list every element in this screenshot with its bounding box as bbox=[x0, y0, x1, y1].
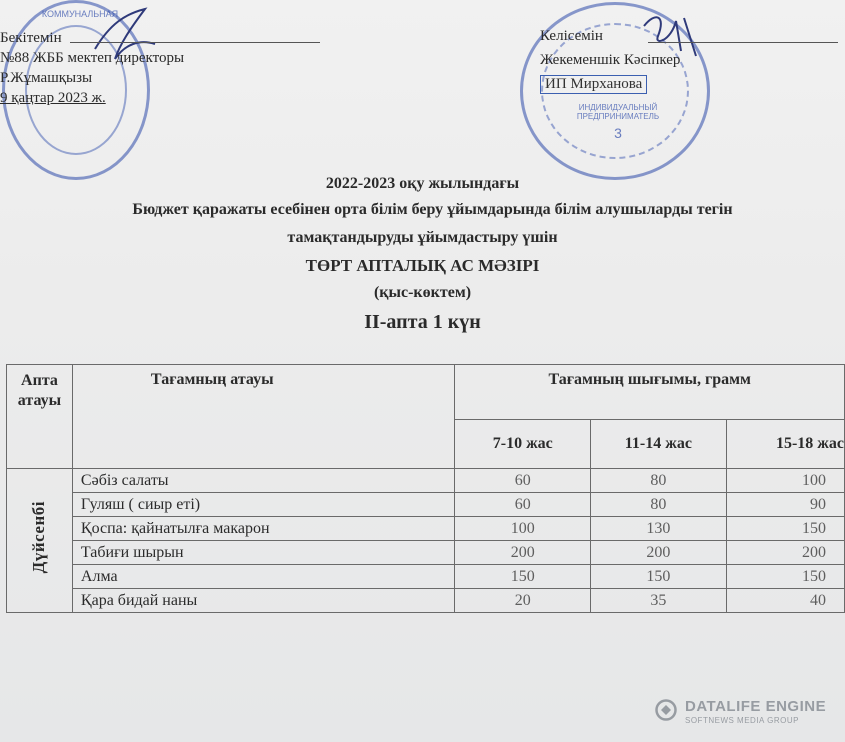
dish-name: Гуляш ( сиыр еті) bbox=[72, 493, 455, 517]
header-age-7-10: 7-10 жас bbox=[455, 420, 591, 469]
menu-table bbox=[6, 364, 845, 613]
table-row bbox=[7, 469, 845, 493]
watermark-subtitle: SOFTNEWS MEDIA GROUP bbox=[685, 716, 800, 725]
dish-name: Қара бидай наны bbox=[72, 589, 455, 613]
table-row bbox=[7, 517, 845, 541]
yield-15-18: 100 bbox=[726, 469, 844, 493]
agreement-position-row bbox=[540, 48, 680, 72]
yield-11-14: 130 bbox=[591, 517, 727, 541]
yield-11-14: 80 bbox=[591, 469, 727, 493]
table-row bbox=[7, 589, 845, 613]
yield-11-14: 80 bbox=[591, 493, 727, 517]
dish-name: Сәбіз салаты bbox=[72, 469, 455, 493]
day-label: Дүйсенбі bbox=[29, 500, 49, 574]
entrepreneur-seal-text: ИНДИВИДУАЛЬНЫЙ ПРЕДПРИНИМАТЕЛЬ bbox=[576, 103, 660, 121]
yield-15-18: 200 bbox=[726, 541, 844, 565]
approval-block bbox=[0, 28, 184, 108]
title-week-day: ІІ-апта 1 күн bbox=[364, 311, 481, 333]
title-purpose-1: Бюджет қаражаты есебінен орта білім беру ұйымдарында білім алушыларды тегін bbox=[132, 201, 733, 218]
school-seal-text: КОММУНАЛЬНАЯ bbox=[41, 9, 119, 19]
yield-7-10: 100 bbox=[455, 517, 591, 541]
datalife-logo-icon bbox=[655, 699, 677, 721]
yield-7-10: 200 bbox=[455, 541, 591, 565]
title-purpose-2: тамақтандыруды ұйымдастыру үшін bbox=[287, 229, 558, 246]
title-year: 2022-2023 оқу жылындағы bbox=[325, 175, 520, 192]
header-age-11-14: 11-14 жас bbox=[591, 420, 727, 469]
dish-name: Қоспа: қайнатылға макарон bbox=[72, 517, 455, 541]
agreement-signature-line bbox=[648, 42, 838, 43]
title-menu: ТӨРТ АПТАЛЫҚ АС МӘЗІРІ bbox=[305, 256, 540, 275]
dish-name: Алма bbox=[72, 565, 455, 589]
day-cell bbox=[7, 469, 73, 613]
dish-name: Табиғи шырын bbox=[72, 541, 455, 565]
watermark-title: DATALIFE ENGINE bbox=[685, 698, 827, 715]
header-yield: Тағамның шығымы, грамм bbox=[455, 365, 845, 420]
table-header-row bbox=[7, 365, 845, 420]
yield-15-18: 90 bbox=[726, 493, 844, 517]
approval-name: Р.Жұмашқызы bbox=[0, 70, 93, 86]
table-row bbox=[7, 541, 845, 565]
agreement-position: Кәсіпкер bbox=[623, 52, 681, 68]
header-age-15-18: 15-18 жас bbox=[726, 420, 844, 469]
header-dish: Тағамның атауы bbox=[72, 365, 455, 469]
yield-11-14: 200 bbox=[591, 541, 727, 565]
yield-7-10: 60 bbox=[455, 469, 591, 493]
ip-name-stamp: ИП Мирханова bbox=[540, 75, 647, 94]
yield-7-10: 20 bbox=[455, 589, 591, 613]
approval-position: №88 ЖББ мектеп директоры bbox=[0, 50, 185, 66]
agreement-position-prefix: Жекеменшік bbox=[540, 52, 621, 68]
yield-15-18: 40 bbox=[726, 589, 844, 613]
yield-15-18: 150 bbox=[726, 565, 844, 589]
yield-11-14: 150 bbox=[591, 565, 727, 589]
title-season: (қыс-көктем) bbox=[373, 284, 472, 301]
approval-signature-line bbox=[70, 42, 320, 43]
table-row bbox=[7, 493, 845, 517]
agreement-label: Келісемін bbox=[540, 28, 603, 44]
approval-label: Бекітемін bbox=[0, 30, 62, 46]
table-row bbox=[7, 565, 845, 589]
approval-date: 9 қаңтар 2023 ж. bbox=[0, 90, 106, 106]
yield-11-14: 35 bbox=[591, 589, 727, 613]
yield-7-10: 60 bbox=[455, 493, 591, 517]
yield-7-10: 150 bbox=[455, 565, 591, 589]
agreement-block bbox=[540, 24, 680, 96]
entrepreneur-seal-number: 3 bbox=[614, 125, 622, 141]
header-week: Апта атауы bbox=[7, 365, 73, 469]
yield-15-18: 150 bbox=[726, 517, 844, 541]
